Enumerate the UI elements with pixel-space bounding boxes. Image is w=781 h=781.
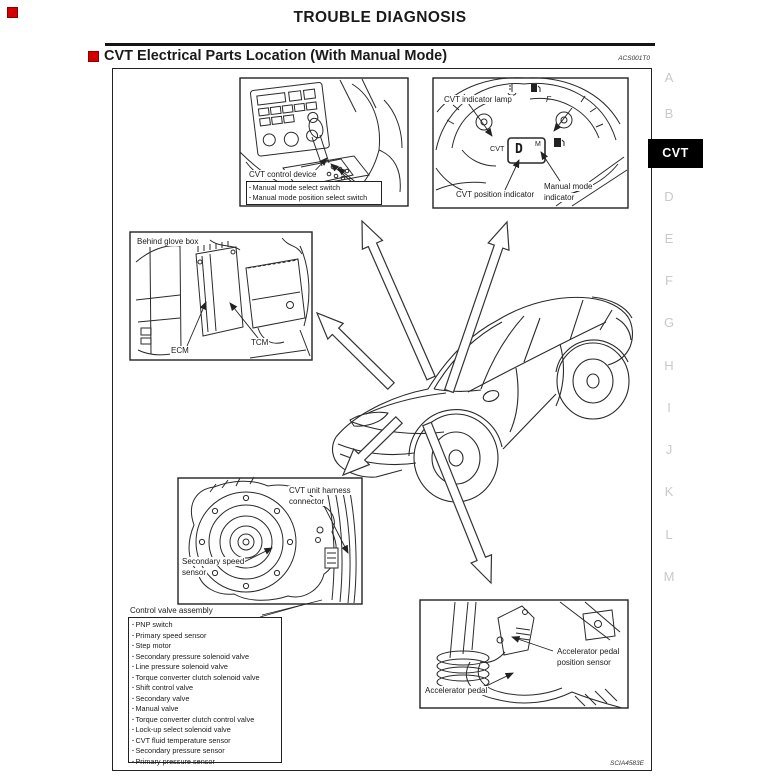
- control-valve-list: [128, 617, 282, 766]
- sidebar-tab-k: K: [664, 484, 674, 499]
- secondary-speed-sensor-label-2: sensor: [182, 568, 207, 577]
- page-title: TROUBLE DIAGNOSIS: [293, 9, 467, 26]
- tcm-label: TCM: [251, 338, 269, 347]
- glovebox-title: Behind glove box: [137, 237, 199, 246]
- figure-code-top: ACS001T0: [618, 55, 650, 62]
- console-switch-item: · Manual mode select switch: [249, 183, 381, 193]
- sidebar-tab-l: L: [665, 527, 673, 542]
- valve-item: · PNP switch: [132, 620, 281, 631]
- manual-mode-indicator-label-1: Manual mode: [544, 182, 593, 191]
- accel-pedal-label: Accelerator pedal: [425, 686, 488, 695]
- manual-mode-m-mark: M: [535, 141, 541, 148]
- sidebar-tab-h: H: [664, 358, 674, 373]
- secondary-speed-sensor-label-1: Secondary speed: [182, 557, 245, 566]
- valve-item: · Primary speed sensor: [132, 631, 281, 642]
- arrow-to-cluster: [445, 222, 509, 393]
- sidebar-tab-m: M: [663, 569, 675, 584]
- position-display-value: D: [515, 142, 523, 157]
- harness-connector-label-1: CVT unit harness: [289, 486, 351, 495]
- ecm-label: ECM: [171, 346, 189, 355]
- arrow-to-transmission: [343, 417, 402, 475]
- valve-item: · Secondary valve: [132, 694, 281, 705]
- arrow-to-console: [362, 221, 435, 380]
- valve-item: · Manual valve: [132, 704, 281, 715]
- sidebar-tab-j: J: [665, 442, 673, 457]
- inset-glovebox-frame: [130, 232, 312, 360]
- title-rule: [105, 43, 655, 46]
- valve-item: · Shift control valve: [132, 683, 281, 694]
- console-switch-list: [246, 181, 382, 205]
- sidebar-tab-e: E: [664, 231, 674, 246]
- console-switch-item: · Manual mode position select switch: [249, 193, 381, 203]
- valve-item: · Lock-up select solenoid valve: [132, 725, 281, 736]
- valve-item: · Torque converter clutch control valve: [132, 715, 281, 726]
- sidebar-tab-f: F: [665, 273, 673, 288]
- console-device-label: CVT control device: [249, 170, 317, 179]
- accel-sensor-label-2: position sensor: [557, 658, 611, 667]
- accel-sensor-label-1: Accelerator pedal: [557, 647, 620, 656]
- cvt-indicator-lamp-label: CVT indicator lamp: [444, 95, 512, 104]
- sidebar-tab-i: I: [667, 400, 671, 415]
- leader-line: [260, 604, 306, 617]
- cvt-position-indicator-label: CVT position indicator: [456, 190, 535, 199]
- section-heading: CVT Electrical Parts Location (With Manual Mode): [104, 48, 448, 64]
- sidebar-tab-cvt-active: CVT: [648, 139, 703, 168]
- sidebar-tab-g: G: [663, 315, 675, 330]
- figure-code-bottom: SCIA4583E: [610, 760, 644, 767]
- red-link-box-heading[interactable]: [88, 51, 99, 62]
- sidebar-tab-b: B: [664, 106, 674, 121]
- cluster-cvt-text: CVT: [490, 144, 505, 153]
- valve-item: · Torque converter clutch solenoid valve: [132, 673, 281, 684]
- valve-item: · Primary pressure sensor: [132, 757, 281, 768]
- manual-mode-indicator-label-2: indicator: [544, 193, 575, 202]
- valve-item: · Secondary pressure sensor: [132, 746, 281, 757]
- fuel-gauge-f-mark: F: [546, 95, 551, 104]
- harness-connector-label-2: connector: [289, 497, 325, 506]
- valve-item: · Line pressure solenoid valve: [132, 662, 281, 673]
- arrow-to-glovebox: [317, 313, 394, 389]
- arrow-to-accelerator: [423, 422, 492, 583]
- valve-item: · CVT fluid temperature sensor: [132, 736, 281, 747]
- valve-item: · Secondary pressure solenoid valve: [132, 652, 281, 663]
- sidebar-tab-d: D: [664, 189, 674, 204]
- control-valve-title: Control valve assembly: [130, 606, 213, 615]
- valve-item: · Step motor: [132, 641, 281, 652]
- red-link-box-corner[interactable]: [7, 7, 18, 18]
- car-illustration: [333, 297, 633, 502]
- sidebar-tab-a: A: [664, 70, 674, 85]
